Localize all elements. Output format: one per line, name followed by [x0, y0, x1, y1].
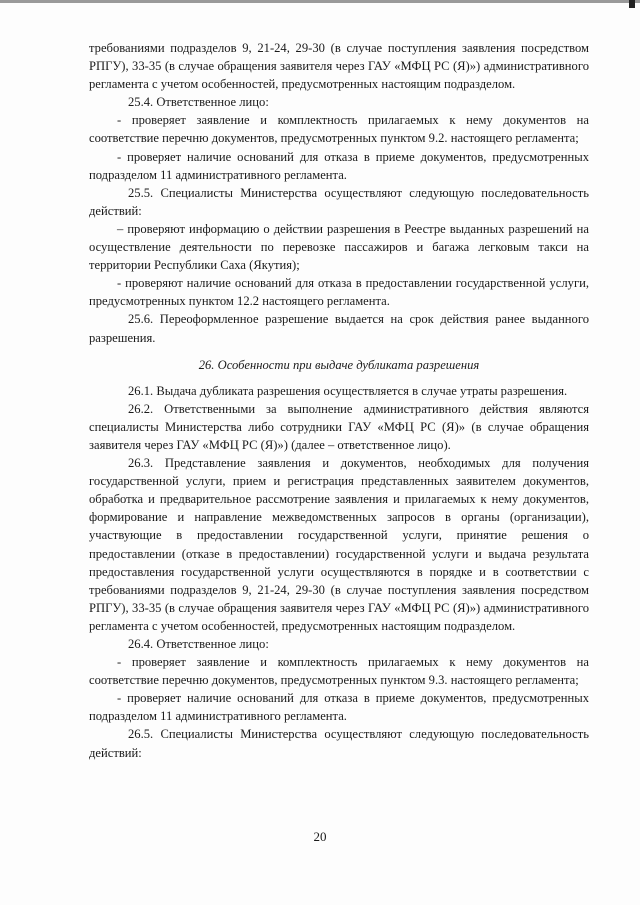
section-heading-26: 26. Особенности при выдаче дубликата разрешения [198, 357, 480, 372]
paragraph-26-4: 26.4. Ответственное лицо: [128, 637, 269, 651]
paragraph-25-4: 25.4. Ответственное лицо: [128, 95, 269, 110]
paragraph-continuation: требованиями подразделов 9, 21-24, 29-30 (в случае поступления заявления посредством РПГУ), 33-35 (в случае обращения заявителя через ГАУ «МФЦ РС (Я)») административного регламента с учетом особенностей, предусмотренных настоящим подразделом. [89, 41, 589, 92]
paragraph-26-5: 26.5. Специалисты Министерства осуществляют следующую последовательность действий: [89, 727, 589, 760]
paragraph-26-4-item-1: - проверяет заявление и комплектность прилагаемых к нему документов на соответствие перечню документов, предусмотренных пунктом 9.3. настоящего регламента; [89, 655, 589, 688]
paragraph-25-5-item-1: – проверяют информацию о действии разрешения в Реестре выданных разрешений на осуществление деятельности по перевозке пассажиров и багажа легковым такси на территории Республики Саха (Якутия); [89, 221, 589, 273]
scan-corner-mark [629, 0, 635, 8]
paragraph-26-2: 26.2. Ответственными за выполнение административного действия являются специалисты Министерства либо сотрудники ГАУ «МФЦ РС (Я)» (в случае обращения заявителя через ГАУ «МФЦ РС (Я)») (далее – ответственное лицо). [89, 401, 589, 452]
paragraph-25-4-item-1: - проверяет заявление и комплектность прилагаемых к нему документов на соответствие перечню документов, предусмотренных пунктом 9.2. настоящего регламента; [89, 113, 589, 146]
paragraph-25-6: 25.6. Переоформленное разрешение выдается на срок действия ранее выданного разрешения. [89, 312, 589, 345]
page-number: 20 [313, 829, 327, 844]
paragraph-26-4-item-2: - проверяет наличие оснований для отказа в приеме документов, предусмотренных подразделом 11 административного регламента. [89, 691, 589, 724]
paragraph-25-5-item-2: - проверяют наличие оснований для отказа в предоставлении государственной услуги, предусмотренных пунктом 12.2 настоящего регламента. [89, 276, 589, 309]
scan-top-edge [0, 0, 640, 3]
paragraph-25-4-item-2: - проверяет наличие оснований для отказа в приеме документов, предусмотренных подразделом 11 административного регламента. [89, 149, 589, 182]
paragraph-25-5: 25.5. Специалисты Министерства осуществляют следующую последовательность действий: [89, 185, 589, 218]
paragraph-26-1: 26.1. Выдача дубликата разрешения осуществляется в случае утраты разрешения. [128, 383, 568, 398]
document-body [89, 39, 589, 762]
paragraph-26-3: 26.3. Представление заявления и документов, необходимых для получения государственной услуги, прием и регистрация представленных заявителем документов, обработка и предварительное рассмотрение заявления и прилагаемых к нему документов, формирование и направление межведомственных запросов в органы (организации), участвующие в предоставлении государственной услуги, принятие решения о предоставлении (отказе в предоставлении) государственной услуги и выдача результата предоставления государственной услуги осуществляются в порядке и в соответствии с требованиями подразделов 9, 21-24, 29-30 (в случае поступления заявления посредством РПГУ), 33-35 (в случае обращения заявителя через ГАУ «МФЦ РС (Я)») административного регламента с учетом особенностей, предусмотренных настоящим подразделом. [89, 456, 589, 633]
